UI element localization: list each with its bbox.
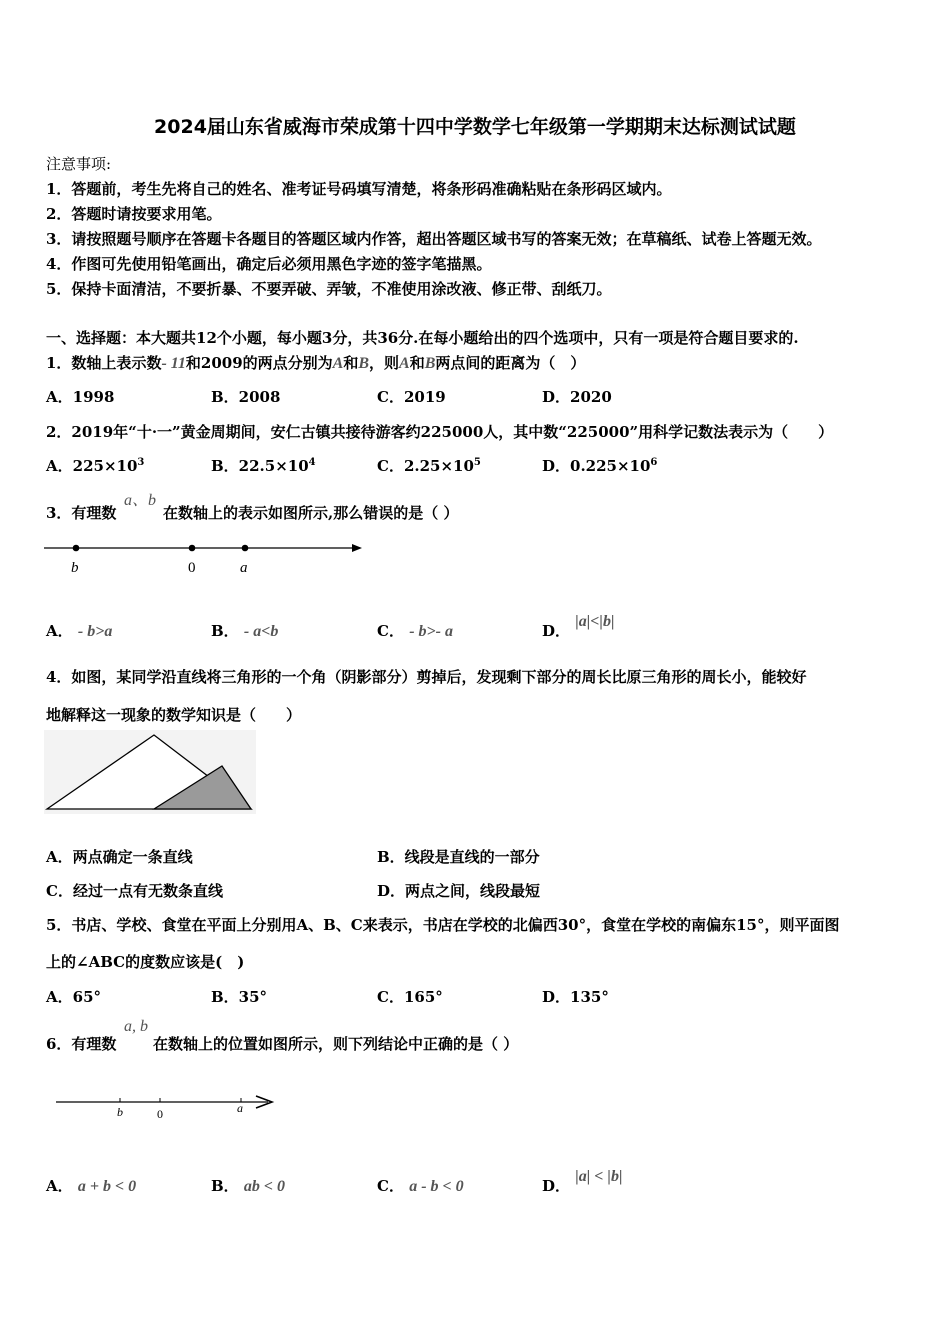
option-a[interactable]: A．两点确定一条直线	[46, 848, 193, 866]
option-a[interactable]: A．1998	[46, 388, 115, 406]
option-d[interactable]: D． |a| < |b|	[542, 1168, 623, 1195]
option-a[interactable]: A．65°	[46, 988, 102, 1006]
option-b[interactable]: B．2008	[211, 388, 281, 406]
option-d[interactable]: D．两点之间，线段最短	[377, 882, 541, 900]
option-d[interactable]: D．$0.225\times 10^6$	[542, 457, 658, 475]
option-b[interactable]: B． - a<b	[211, 622, 279, 640]
notice-item: 5．保持卡面清洁，不要折暴、不要弄破、弄皱，不准使用涂改液、修正带、刮纸刀。	[46, 280, 612, 298]
arrow-head	[352, 544, 362, 552]
number-line-figure-6	[56, 1092, 278, 1124]
point-b	[73, 545, 80, 552]
point-a	[242, 545, 249, 552]
question-5-line2: 上的∠ABC的度数应该是( )	[46, 953, 245, 971]
triangle-figure	[44, 730, 256, 814]
question-4-line2: 地解释这一现象的数学知识是（ ）	[46, 706, 302, 724]
option-d[interactable]: D．135°	[542, 988, 609, 1006]
question-3-stem: 3．有理数	[46, 504, 117, 522]
question-4-line1: 4．如图，某同学沿直线将三角形的一个角（阴影部分）剪掉后，发现剩下部分的周长比原三角形的周长小，能较好	[46, 668, 807, 686]
label-b: b	[71, 560, 79, 576]
page-title: 2024届山东省威海市荣成第十四中学数学七年级第一学期期末达标测试试题	[154, 116, 796, 138]
option-a[interactable]: A． a + b < 0	[46, 1177, 137, 1195]
option-d[interactable]: D． |a|<|b|	[542, 613, 615, 640]
label-b: b	[117, 1105, 123, 1119]
option-b[interactable]: B． ab < 0	[211, 1177, 286, 1195]
option-c[interactable]: C．2019	[377, 388, 446, 406]
label-0: 0	[157, 1107, 163, 1121]
option-b[interactable]: B．线段是直线的一部分	[377, 848, 540, 866]
question-1: 1．数轴上表示数- 11和2009的两点分别为A和B，则A和B两点间的距离为（ ）	[46, 354, 586, 372]
option-a[interactable]: A．$225\times 10^3$	[46, 457, 145, 475]
question-3-math: a、b	[124, 492, 157, 509]
notice-item: 1．答题前，考生先将自己的姓名、准考证号码填写清楚，将条形码准确粘贴在条形码区域内。	[46, 180, 672, 198]
question-6-text: 在数轴上的位置如图所示，则下列结论中正确的是（ ）	[153, 1035, 519, 1053]
option-c[interactable]: C． - b>- a	[377, 622, 453, 640]
option-a[interactable]: A． - b>a	[46, 622, 113, 640]
option-b[interactable]: B．$22.5\times 10^4$	[211, 457, 316, 475]
option-d[interactable]: D．2020	[542, 388, 612, 406]
question-6-stem: 6．有理数	[46, 1035, 117, 1053]
notice-heading: 注意事项:	[46, 155, 112, 173]
number-line-figure-3	[44, 538, 364, 578]
question-5-line1: 5．书店、学校、食堂在平面上分别用A、B、C来表示，书店在学校的北偏西30°，食堂在学校的南偏东15°，则平面图	[46, 916, 840, 934]
notice-item: 2．答题时请按要求用笔。	[46, 205, 222, 223]
option-c[interactable]: C．经过一点有无数条直线	[46, 882, 223, 900]
option-c[interactable]: C．$2.25\times 10^5$	[377, 457, 481, 475]
option-b[interactable]: B．35°	[211, 988, 268, 1006]
label-0: 0	[188, 560, 196, 576]
label-a: a	[237, 1101, 243, 1115]
option-c[interactable]: C．165°	[377, 988, 443, 1006]
point-0	[189, 545, 196, 552]
label-a: a	[240, 560, 248, 576]
notice-item: 3．请按照题号顺序在答题卡各题目的答题区域内作答，超出答题区域书写的答案无效；在草稿纸、试卷上答题无效。	[46, 230, 822, 248]
option-c[interactable]: C． a - b < 0	[377, 1177, 464, 1195]
question-2: 2．2019年“十·一”黄金周期间，安仁古镇共接待游客约225000人，其中数“225000”用科学记数法表示为（ ）	[46, 423, 834, 441]
notice-item: 4．作图可先使用铅笔画出，确定后必须用黑色字迹的签字笔描黑。	[46, 255, 492, 273]
question-6-math: a, b	[124, 1018, 148, 1035]
section-heading: 一、选择题：本大题共12个小题，每小题3分，共36分.在每小题给出的四个选项中，只有一项是符合题目要求的.	[46, 329, 799, 347]
question-3-text: 在数轴上的表示如图所示,那么错误的是（ ）	[163, 504, 459, 522]
